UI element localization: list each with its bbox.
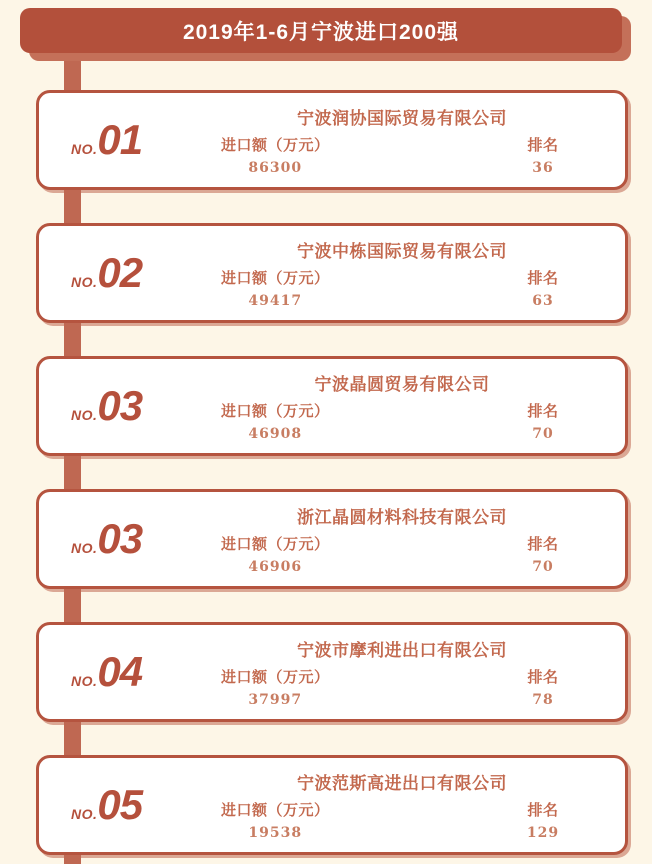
stats-row [221, 134, 583, 176]
card-content [221, 503, 625, 575]
company-name: 宁波晶圆贸易有限公司 [314, 375, 490, 394]
rank-value: 63 [532, 293, 554, 309]
rank-value: 129 [526, 825, 560, 841]
ranking-card-list [36, 90, 628, 855]
company-name: 宁波市摩利进出口有限公司 [297, 641, 507, 660]
ranking-card [36, 755, 628, 855]
ranking-card [36, 489, 628, 589]
import-amount-label: 进口额（万元） [221, 669, 330, 686]
rank-column [503, 533, 583, 575]
import-amount-column [221, 533, 330, 575]
company-name: 宁波润协国际贸易有限公司 [297, 109, 507, 128]
import-amount-value: 49417 [248, 293, 303, 309]
rank-number: 04 [97, 648, 143, 695]
import-amount-column [221, 267, 330, 309]
rank-label: 排名 [527, 270, 559, 287]
company-name: 宁波中栋国际贸易有限公司 [297, 242, 507, 261]
rank-label: 排名 [527, 802, 559, 819]
rank-column [503, 666, 583, 708]
rank-number-block [71, 116, 221, 163]
stats-row [221, 799, 583, 841]
stats-row [221, 533, 583, 575]
rank-number-prefix: NO. [71, 407, 98, 423]
stats-row [221, 400, 583, 442]
rank-column [503, 400, 583, 442]
import-amount-value: 19538 [248, 825, 303, 841]
import-amount-label: 进口额（万元） [221, 536, 330, 553]
rank-number-block [71, 382, 221, 429]
rank-label: 排名 [527, 536, 559, 553]
card-content [221, 237, 625, 309]
header-banner [20, 8, 622, 53]
import-amount-value: 46908 [248, 426, 303, 442]
rank-number-block [71, 648, 221, 695]
rank-number: 01 [97, 116, 143, 163]
import-amount-label: 进口额（万元） [221, 403, 330, 420]
rank-column [503, 134, 583, 176]
rank-value: 70 [532, 426, 554, 442]
import-amount-label: 进口额（万元） [221, 270, 330, 287]
rank-value: 70 [532, 559, 554, 575]
page-title: 2019年1-6月宁波进口200强 [182, 20, 460, 44]
rank-number-block [71, 515, 221, 562]
card-content [221, 104, 625, 176]
import-amount-value: 86300 [248, 160, 303, 176]
card-content [221, 370, 625, 442]
stats-row [221, 267, 583, 309]
ranking-card [36, 223, 628, 323]
rank-number-block [71, 249, 221, 296]
import-amount-label: 进口额（万元） [221, 137, 330, 154]
import-amount-value: 37997 [248, 692, 303, 708]
stats-row [221, 666, 583, 708]
rank-label: 排名 [527, 137, 559, 154]
rank-label: 排名 [527, 669, 559, 686]
rank-label: 排名 [527, 403, 559, 420]
import-amount-value: 46906 [248, 559, 303, 575]
rank-number: 05 [97, 781, 143, 828]
card-content [221, 636, 625, 708]
rank-column [503, 267, 583, 309]
ranking-card [36, 356, 628, 456]
rank-column [503, 799, 583, 841]
import-amount-column [221, 400, 330, 442]
company-name: 宁波范斯高进出口有限公司 [297, 774, 507, 793]
rank-number: 03 [97, 382, 143, 429]
rank-value: 78 [532, 692, 554, 708]
rank-number: 03 [97, 515, 143, 562]
rank-number: 02 [97, 249, 143, 296]
ranking-card [36, 90, 628, 190]
import-amount-column [221, 799, 330, 841]
import-amount-column [221, 666, 330, 708]
rank-number-prefix: NO. [71, 141, 98, 157]
rank-value: 36 [532, 160, 554, 176]
rank-number-prefix: NO. [71, 673, 98, 689]
company-name: 浙江晶圆材料科技有限公司 [297, 508, 507, 527]
rank-number-prefix: NO. [71, 806, 98, 822]
rank-number-block [71, 781, 221, 828]
rank-number-prefix: NO. [71, 274, 98, 290]
import-amount-column [221, 134, 330, 176]
rank-number-prefix: NO. [71, 540, 98, 556]
card-content [221, 769, 625, 841]
import-amount-label: 进口额（万元） [221, 802, 330, 819]
ranking-card [36, 622, 628, 722]
